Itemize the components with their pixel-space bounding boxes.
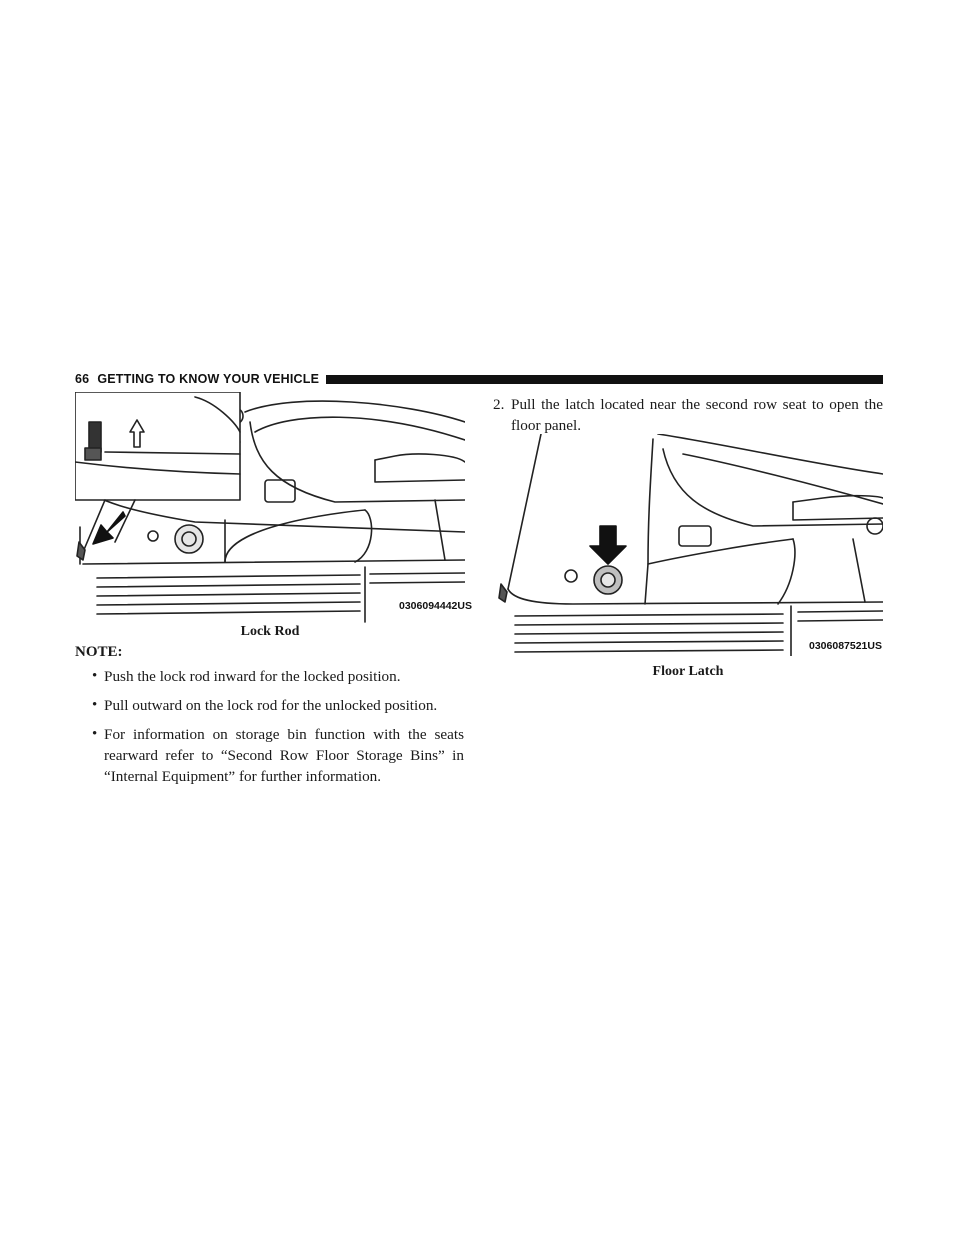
figure-code: 0306087521US: [809, 640, 882, 652]
step-text: Pull the latch located near the second row seat to open the floor panel.: [511, 396, 883, 434]
bullet-dot: •: [92, 668, 98, 684]
bullet-text: For information on storage bin function with the seats rearward refer to “Second Row Floor Storage Bins” in “Internal Equipment” for further information.: [104, 726, 464, 785]
lock-rod-illustration: [75, 392, 465, 624]
bullet-dot: •: [92, 726, 98, 742]
note-bullet-list: [75, 666, 464, 795]
figure-caption: Floor Latch: [652, 664, 724, 679]
page-header: [75, 372, 883, 386]
floor-latch-figure: [493, 434, 883, 656]
step-item: [493, 394, 883, 436]
figure-code: 0306094442US: [399, 600, 472, 612]
floor-latch-illustration: [493, 434, 883, 656]
bullet-text: Pull outward on the lock rod for the unlocked position.: [104, 697, 438, 714]
list-item: [75, 724, 464, 787]
bullet-text: Push the lock rod inward for the locked position.: [104, 668, 401, 685]
list-item: [75, 666, 464, 687]
list-item: [75, 695, 464, 716]
lock-rod-figure: [75, 392, 472, 624]
step-number: 2.: [493, 396, 505, 413]
note-heading: NOTE:: [75, 644, 123, 660]
figure-caption: Lock Rod: [240, 624, 300, 639]
section-title: GETTING TO KNOW YOUR VEHICLE: [97, 372, 320, 386]
page-number: 66: [75, 372, 90, 386]
bullet-dot: •: [92, 697, 98, 713]
header-rule: [326, 375, 883, 384]
